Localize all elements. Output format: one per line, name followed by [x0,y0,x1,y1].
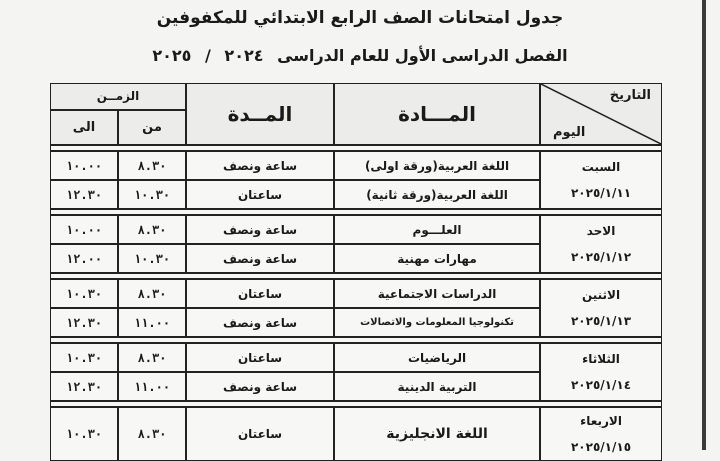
time-header: الزمــن [50,83,186,110]
exam-time-to: ١٠.٠٠ [50,215,118,244]
exam-subject: الدراسات الاجتماعية [334,279,540,308]
exam-subject: الرياضيات [334,343,540,372]
exam-time-from: ١١.٠٠ [118,372,186,401]
exam-subject: مهارات مهنية [334,244,540,273]
exam-subject: التربية الدينية [334,372,540,401]
date-header-label: التاريخ [609,88,652,103]
exam-time-from: ٨.٣٠ [118,343,186,372]
exam-time-from: ٨.٣٠ [118,215,186,244]
exam-time-to: ١٢.٣٠ [50,308,118,337]
day-date: ٢٠٢٥/١/١٥ [570,440,632,454]
exam-subject: اللغة الانجليزية [334,407,540,461]
page-title: جدول امتحانات الصف الرابع الابتدائي للمكفوفين [156,8,564,28]
exam-time-from: ٨.٣٠ [118,279,186,308]
term-label: الفصل الدراسى الأول للعام الدراسى [277,46,568,65]
exam-time-from: ١١.٠٠ [118,308,186,337]
exam-time-to: ١٠.٣٠ [50,343,118,372]
day-cell [540,407,662,461]
exam-time-to: ١٢.٣٠ [50,180,118,209]
exam-time-to: ١٢.٣٠ [50,372,118,401]
exam-subject: تكنولوجيا المعلومات والاتصالات [334,308,540,337]
day-name: الاربعاء [580,414,622,428]
date-day-header [540,83,662,145]
page-subtitle [0,46,720,65]
exam-time-to: ١٠.٣٠ [50,279,118,308]
year-start: ٢٠٢٤ [224,46,264,65]
page-edge-shadow [702,0,706,450]
exam-time-to: ١٢.٠٠ [50,244,118,273]
day-cell [540,151,662,209]
to-header: الى [50,110,118,145]
day-header-label: اليوم [553,125,586,140]
day-name: الاحد [586,224,616,238]
day-cell [540,279,662,337]
exam-duration: ساعتان [186,180,334,209]
exam-duration: ساعة ونصف [186,308,334,337]
exam-duration: ساعتان [186,343,334,372]
exam-time-from: ٨.٣٠ [118,407,186,461]
exam-schedule-table [50,83,662,461]
duration-header: المــدة [186,83,334,145]
exam-duration: ساعتان [186,279,334,308]
from-header: من [118,110,186,145]
exam-time-to: ١٠.٣٠ [50,407,118,461]
exam-time-from: ١٠.٣٠ [118,244,186,273]
exam-duration: ساعتان [186,407,334,461]
year-end: ٢٠٢٥ [152,46,192,65]
exam-time-from: ٨.٣٠ [118,151,186,180]
exam-duration: ساعة ونصف [186,215,334,244]
subject-header: المـــادة [334,83,540,145]
exam-duration: ساعة ونصف [186,151,334,180]
exam-time-to: ١٠.٠٠ [50,151,118,180]
exam-subject: اللغة العربية(ورقة ثانية) [334,180,540,209]
exam-subject: العلـــوم [334,215,540,244]
exam-time-from: ١٠.٣٠ [118,180,186,209]
day-date: ٢٠٢٥/١/١٢ [570,250,632,264]
day-date: ٢٠٢٥/١/١٤ [570,378,632,392]
exam-duration: ساعة ونصف [186,244,334,273]
day-name: الاثنين [581,288,621,302]
day-date: ٢٠٢٥/١/١١ [570,186,632,200]
day-date: ٢٠٢٥/١/١٣ [570,314,632,328]
day-cell [540,215,662,273]
year-separator: / [205,46,211,65]
day-name: الثلاثاء [582,352,620,366]
exam-subject: اللغة العربية(ورقة اولى) [334,151,540,180]
day-name: السبت [581,160,621,174]
day-cell [540,343,662,401]
exam-duration: ساعة ونصف [186,372,334,401]
